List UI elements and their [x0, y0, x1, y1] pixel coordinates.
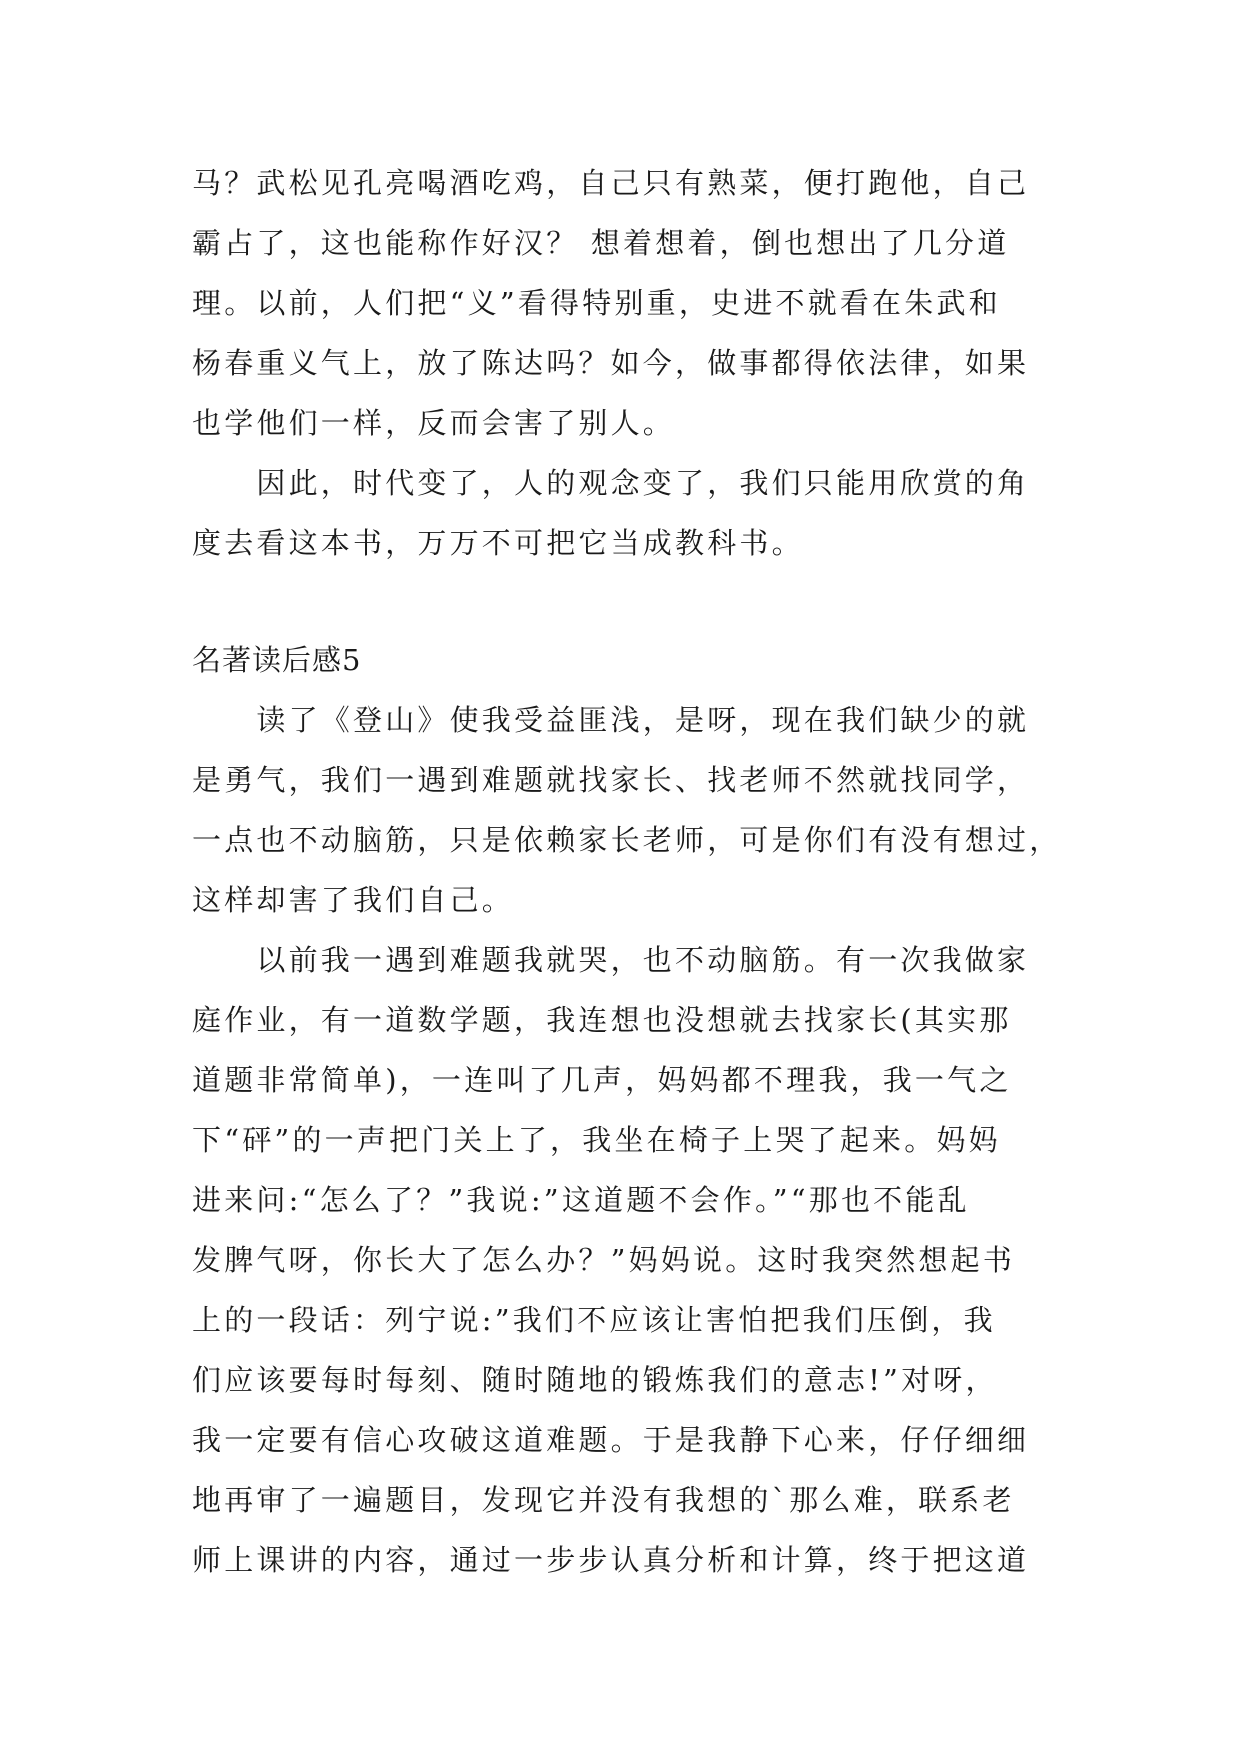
text-line: 因此，时代变了，人的观念变了，我们只能用欣赏的角 — [192, 466, 1030, 500]
section-heading: 名著读后感5 — [192, 643, 362, 677]
text-line: 进来问:“怎么了？”我说:”这道题不会作。”“那也不能乱 — [192, 1183, 970, 1217]
text-line: 理。以前，人们把“义”看得特别重，史进不就看在朱武和 — [192, 286, 1001, 320]
text-line: 地再审了一遍题目，发现它并没有我想的`那么难，联系老 — [192, 1483, 1015, 1517]
text-line: 度去看这本书，万万不可把它当成教科书。 — [192, 526, 804, 560]
text-line: 庭作业，有一道数学题，我连想也没想就去找家长(其实那 — [192, 1003, 1012, 1037]
text-line: 发脾气呀，你长大了怎么办？”妈妈说。这时我突然想起书 — [192, 1243, 1016, 1277]
text-line: 道题非常简单)，一连叫了几声，妈妈都不理我，我一气之 — [192, 1063, 1012, 1097]
text-line: 以前我一遇到难题我就哭，也不动脑筋。有一次我做家 — [192, 943, 1030, 977]
text-line: 上的一段话：列宁说:”我们不应该让害怕把我们压倒，我 — [192, 1303, 996, 1337]
text-line: 霸占了，这也能称作好汉？ 想着想着，倒也想出了几分道 — [192, 226, 1010, 260]
text-line: 杨春重义气上，放了陈达吗？如今，做事都得依法律，如果 — [192, 346, 1030, 380]
text-line: 师上课讲的内容，通过一步步认真分析和计算，终于把这道 — [192, 1543, 1030, 1577]
text-line: 也学他们一样，反而会害了别人。 — [192, 406, 676, 440]
text-line: 马？武松见孔亮喝酒吃鸡，自己只有熟菜，便打跑他，自己 — [192, 166, 1030, 200]
text-line: 是勇气，我们一遇到难题就找家长、找老师不然就找同学， — [192, 763, 1030, 797]
text-line: 们应该要每时每刻、随时随地的锻炼我们的意志!”对呀， — [192, 1363, 998, 1397]
text-line: 我一定要有信心攻破这道难题。于是我静下心来，仔仔细细 — [192, 1423, 1030, 1457]
text-line: 下“砰”的一声把门关上了，我坐在椅子上哭了起来。妈妈 — [192, 1123, 1001, 1157]
text-line: 读了《登山》使我受益匪浅，是呀，现在我们缺少的就 — [192, 703, 1030, 737]
text-line: 这样却害了我们自己。 — [192, 883, 515, 917]
text-line: 一点也不动脑筋，只是依赖家长老师，可是你们有没有想过， — [192, 823, 1062, 857]
